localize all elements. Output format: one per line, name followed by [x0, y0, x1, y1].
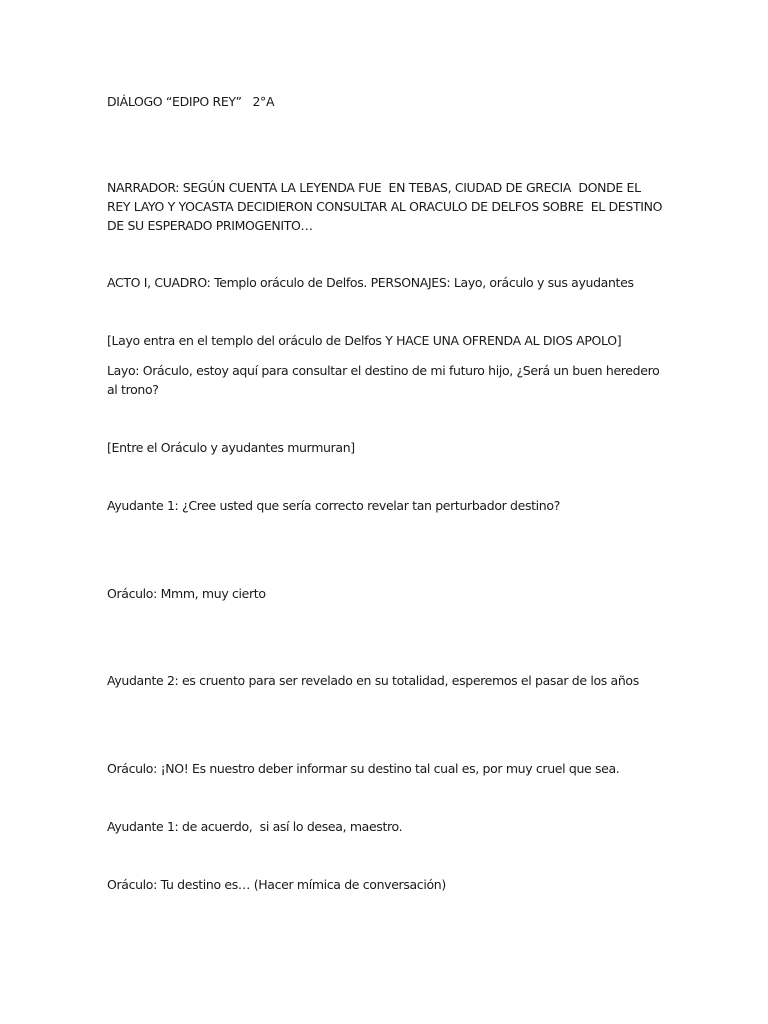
stage-direction: [Layo entra en el templo del oráculo de Delfos Y HACE UNA OFRENDA AL DIOS APOLO] — [107, 333, 622, 348]
dialogue-line-ayudante-1: Ayudante 1: ¿Cree usted que sería correcto revelar tan perturbador destino? — [107, 498, 560, 513]
act-heading: ACTO I, CUADRO: Templo oráculo de Delfos. PERSONAJES: Layo, oráculo y sus ayudantes — [107, 275, 634, 290]
dialogue-line-layo: Layo: Oráculo, estoy aquí para consultar el destino de mi futuro hijo, ¿Será un buen heredero al trono? — [107, 363, 664, 397]
document-title: DIÁLOGO “EDIPO REY” 2°A — [107, 94, 275, 109]
stage-direction: [Entre el Oráculo y ayudantes murmuran] — [107, 440, 355, 455]
dialogue-line-oraculo: Oráculo: Mmm, muy cierto — [107, 586, 266, 601]
dialogue-line-oraculo: Oráculo: ¡NO! Es nuestro deber informar su destino tal cual es, por muy cruel que sea. — [107, 761, 620, 776]
dialogue-line-oraculo: Oráculo: Tu destino es… (Hacer mímica de conversación) — [107, 877, 446, 892]
narrator-paragraph: NARRADOR: SEGÚN CUENTA LA LEYENDA FUE EN TEBAS, CIUDAD DE GRECIA DONDE EL REY LAYO Y YOCASTA DECIDIERON CONSULTAR AL ORACULO DE DELFOS SOBRE EL DESTINO DE SU ESPERADO PRIMOGENITO… — [107, 180, 666, 233]
dialogue-line-ayudante-1: Ayudante 1: de acuerdo, si así lo desea, maestro. — [107, 819, 403, 834]
dialogue-line-ayudante-2: Ayudante 2: es cruento para ser revelado en su totalidad, esperemos el pasar de los años — [107, 673, 639, 688]
